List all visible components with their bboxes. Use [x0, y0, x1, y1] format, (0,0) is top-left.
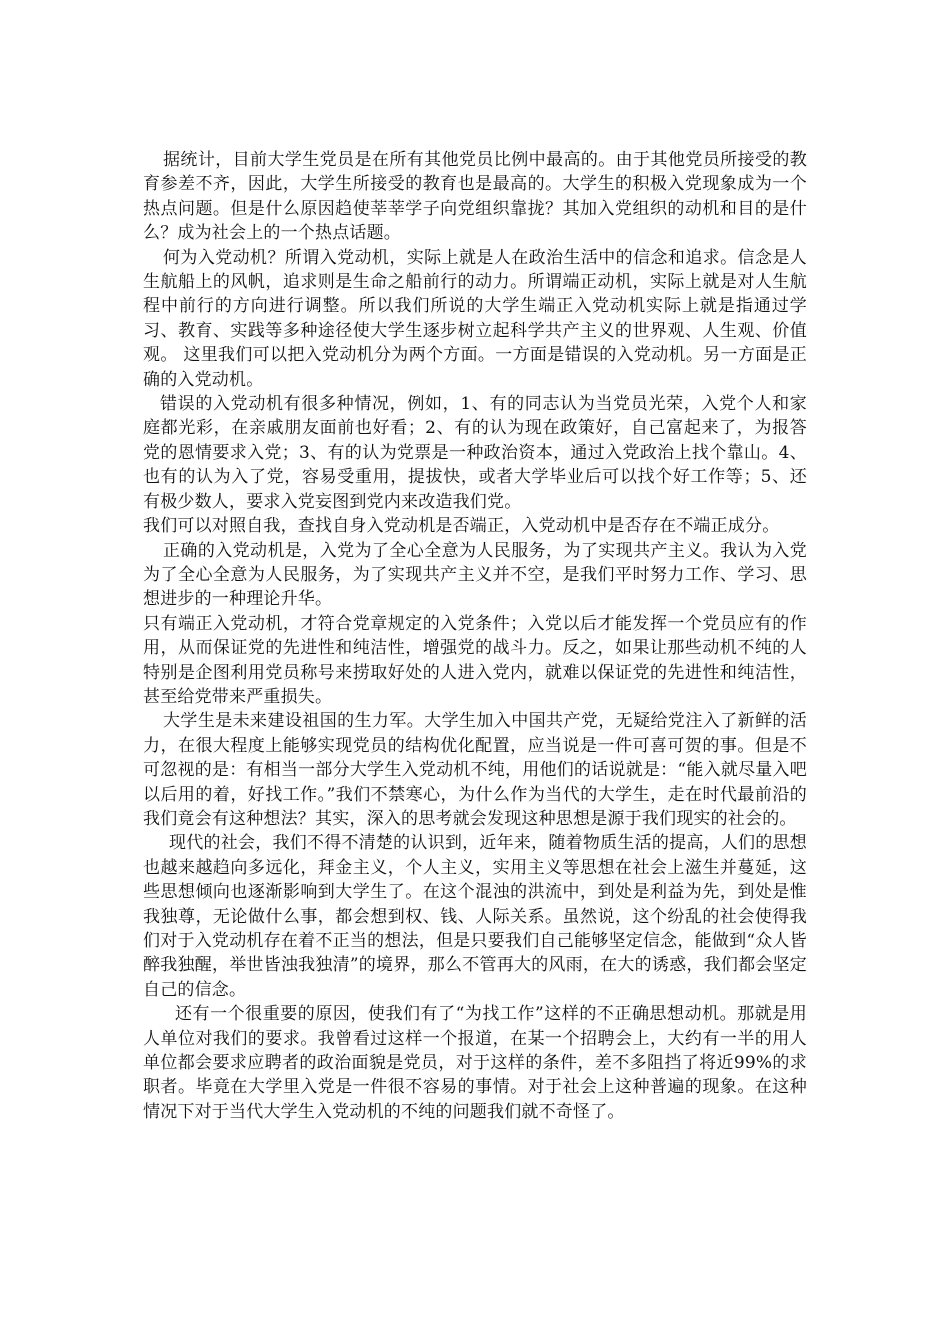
- paragraph-wrong-motives: 错误的入党动机有很多种情况，例如，1、有的同志认为当党员光荣，入党个人和家庭都光彩，在亲戚朋友面前也好看；2、有的认为现在政策好，自己富起来了，为报答党的恩情要求入党；3、有的认为党票是一种政治资本，通过入党政治上找个靠山。4、也有的认为入了党，容易受重用，提拔快，或者大学毕业后可以找个好工作等；5、还有极少数人，要求入党妄图到党内来改造我们党。: [143, 394, 807, 512]
- paragraph-definition: 何为入党动机？所谓入党动机，实际上就是人在政治生活中的信念和追求。信念是人生航船上的风帆，追求则是生命之船前行的动力。所谓端正动机，实际上就是对人生航程中前行的方向进行调整。所以我们所说的大学生端正入党动机实际上就是指通过学习、教育、实践等多种途径使大学生逐步树立起科学共产主义的世界观、人生观、价值观。 这里我们可以把入党动机分为两个方面。一方面是错误的入党动机。另一方面是正确的入党动机。: [143, 247, 807, 390]
- document-page: [143, 148, 807, 1124]
- paragraph-correct-motives: 正确的入党动机是，入党为了全心全意为人民服务，为了实现共产主义。我认为入党为了全心全意为人民服务，为了实现共产主义并不空，是我们平时努力工作、学习、思想进步的一种理论升华。: [143, 540, 807, 610]
- paragraph-importance: 只有端正入党动机，才符合党章规定的入党条件；入党以后才能发挥一个党员应有的作用，从而保证党的先进性和纯洁性，增强党的战斗力。反之，如果让那些动机不纯的人特别是企图利用党员称号来捞取好处的人进入党内，就难以保证党的先进性和纯洁性，甚至给党带来严重损失。: [143, 613, 807, 707]
- paragraph-modern-society: 现代的社会，我们不得不清楚的认识到，近年来，随着物质生活的提高，人们的思想也越来越趋向多远化，拜金主义，个人主义，实用主义等思想在社会上滋生并蔓延，这些思想倾向也逐渐影响到大学生了。在这个混浊的洪流中，到处是利益为先，到处是惟我独尊，无论做什么事，都会想到权、钱、人际关系。虽然说，这个纷乱的社会使得我们对于入党动机存在着不正当的想法，但是只要我们自己能够坚定信念，能做到“众人皆醉我独醒，举世皆浊我独清”的境界，那么不管再大的风雨，在大的诱惑，我们都会坚定自己的信念。: [143, 833, 807, 1000]
- paragraph-employers: 还有一个很重要的原因，使我们有了“为找工作”这样的不正确思想动机。那就是用人单位对我们的要求。我曾看过这样一个报道，在某一个招聘会上，大约有一半的用人单位都会要求应聘者的政治面貌是党员，对于这样的条件，差不多阻挡了将近99%的求职者。毕竟在大学里入党是一件很不容易的事情。对于社会上这种普遍的现象。在这种情况下对于当代大学生入党动机的不纯的问题我们就不奇怪了。: [143, 1004, 807, 1122]
- paragraph-self-check: 我们可以对照自我，查找自身入党动机是否端正，入党动机中是否存在不端正成分。: [143, 516, 780, 537]
- paragraph-students: 大学生是未来建设祖国的生力军。大学生加入中国共产党，无疑给党注入了新鲜的活力，在很大程度上能够实现党员的结构优化配置，应当说是一件可喜可贺的事。但是不可忽视的是：有相当一部分大学生入党动机不纯，用他们的话说就是：“能入就尽量入吧以后用的着，好找工作。”我们不禁寒心，为什么作为当代的大学生，走在时代最前沿的我们竟会有这种想法？其实，深入的思考就会发现这种思想是源于我们现实的社会的。: [143, 711, 807, 829]
- paragraph-statistics: 据统计，目前大学生党员是在所有其他党员比例中最高的。由于其他党员所接受的教育参差不齐，因此，大学生所接受的教育也是最高的。大学生的积极入党现象成为一个热点问题。但是什么原因趋使莘莘学子向党组织靠拢？其加入党组织的动机和目的是什么？成为社会上的一个热点话题。: [143, 150, 807, 244]
